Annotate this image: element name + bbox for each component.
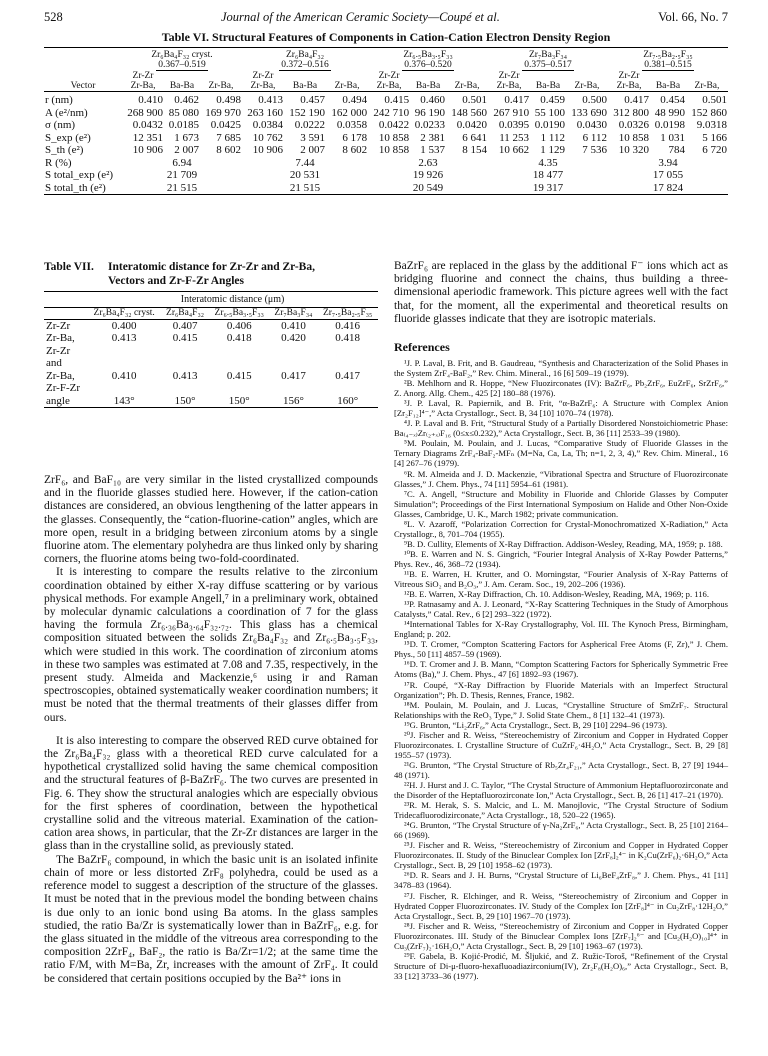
table6-cell: 48 990 xyxy=(654,106,685,119)
left-paragraph: It is interesting to compare the results relative to the zirconium coordination obtained by either X-ray diffuse scattering or by various physical methods. For example Angell,⁷ in a preliminary work, obtained by molecular dynamic calculations a coordination of 7 for the glass having the formula Zr₆.₃₆Ba₃.₆₄F₃₂.₇₂. This glass has a chemical composition situated between the solids Zr₆Ba₄F₃₂ and Zr₆.₅Ba₃.₅F₃₃, which were studied in this work. The coordination of zirconium atoms in these two samples was estimated at 7.08 and 7.35, respectively, in the present study. Almeida and Mackenzie,⁶ using ir and Raman spectroscopies, obtained systematically weaker coordination numbers; it must be noted that the thermal treatments of their glasses differ from ours. xyxy=(44,566,378,724)
table6-subheader-line: Zr-Ba, xyxy=(496,81,522,91)
two-column-body xyxy=(44,260,728,986)
table6-subheader xyxy=(650,71,686,92)
table7-cell: 0.415 xyxy=(226,369,252,382)
table6-summary-cell: 7.44 xyxy=(295,156,315,169)
table7-cell: 143° xyxy=(113,394,135,407)
table6-subheader-line: Zr-Zr xyxy=(618,71,640,81)
table7-caption xyxy=(44,260,378,288)
table6-subheader-line: Zr-Ba, xyxy=(250,81,276,91)
table6-summary-cell: 17 824 xyxy=(608,182,728,195)
table6-subheader-line: Zr-Ba, xyxy=(130,81,156,91)
table7-cell: 0.407 xyxy=(172,319,198,332)
reference-item: ²²H. J. Hurst and J. C. Taylor, “The Crystal Structure of Ammonium Heptafluorozirconate and the Disorder of the Heptafluorozirconate Ion,” Acta Crystallogr., Sect. B, 26 [1] 417–21 (1970). xyxy=(394,779,728,801)
table6-cell: 2 007 xyxy=(300,144,326,156)
references-list xyxy=(394,358,728,981)
table6-subheader-line: Zr-Ba, xyxy=(616,81,642,91)
table6-cell: 0.0190 xyxy=(534,119,565,131)
table7-row xyxy=(44,345,378,358)
table6-summary-cell: 20 531 xyxy=(289,169,321,181)
table7-cell xyxy=(209,382,270,395)
table6-cell: 0.0185 xyxy=(168,119,199,131)
table6-cell: 8 602 xyxy=(342,144,368,156)
table6-cell: 8 602 xyxy=(216,144,241,156)
table7-column-header: Zr₇.₅Ba₂.₅F₃₅ xyxy=(317,307,378,319)
table6-subheader-line: Zr-Ba, xyxy=(208,81,234,91)
table6-group-range: 0.376–0.520 xyxy=(404,60,452,70)
table6-cell: 7 536 xyxy=(582,144,607,156)
table6-cell: 7 685 xyxy=(216,131,241,144)
table6-cell: 0.415 xyxy=(384,94,410,106)
table7-cell: 0.413 xyxy=(172,369,198,382)
table6-cell: 0.501 xyxy=(462,94,488,106)
reference-item: ⁷C. A. Angell, “Structure and Mobility in Fluoride and Chloride Glasses by Computer Simulation”; Proceedings of the First International Symposium on Halide and Other Non-Oxide Glasses, Cambridge, U. K., March 1982; private communication. xyxy=(394,488,728,519)
table6-subheader xyxy=(200,71,242,92)
table6-summary-cell: 18 477 xyxy=(532,169,564,181)
table7-cell: 0.417 xyxy=(281,369,306,382)
table6-summary-row xyxy=(44,157,728,170)
reference-item: ¹³P. Ratnasamy and A. J. Leonard, “X-Ray Scattering Techniques in the Study of Amorphous Catalysts,” Catal. Rev., 6 [2] 293–322 (1972). xyxy=(394,599,728,620)
table7-row xyxy=(44,332,378,345)
table6-cell: 267 910 xyxy=(493,106,530,119)
table6-cell: 152 190 xyxy=(289,106,326,119)
table6-row-label: R (%) xyxy=(45,156,72,169)
table6-subheader xyxy=(122,71,164,92)
table6-subheader-line: Ba-Ba xyxy=(535,81,561,91)
table7-cell: 0.410 xyxy=(281,319,306,332)
table6-group-header xyxy=(488,48,608,72)
table7 xyxy=(44,291,378,408)
reference-item: ⁵M. Poulain, M. Poulain, and J. Lucas, “Comparative Study of Fluoride Glasses in the Ternary Diagrams ZrF₄-BaF₂-MFₙ (M=Na, Ca, La, Th; n=1, 2, 3, 4),” Rev. Chim. Mineral., 16 [4] 267–76 (1979). xyxy=(394,438,728,469)
table6-cell: 0.459 xyxy=(540,94,565,106)
table6-subheader-line: Zr-Zr xyxy=(378,71,400,81)
reference-item: ¹²B. E. Warren, X-Ray Diffraction, Ch. 10. Addison-Wesley, Reading, MA, 1969; p. 116. xyxy=(404,589,709,600)
table6-cell: 0.0422 xyxy=(378,119,410,131)
table7-cell: 160° xyxy=(337,394,359,407)
table6-group-row xyxy=(44,48,728,72)
table6-subheader-line: Ba-Ba xyxy=(415,81,441,91)
journal-title: Journal of the American Ceramic Society—Coupé et al. xyxy=(220,10,500,24)
reference-item: ¹⁷R. Coupé, “X-Ray Diffraction by Fluoride Materials with an Imperfect Structural Organization”; Ph. D. Thesis, Rennes, France, 1982. xyxy=(394,679,728,700)
table6-body xyxy=(44,92,728,195)
table7-row-label: Zr-Zr xyxy=(46,319,71,332)
table6-cell: 3 591 xyxy=(300,131,326,144)
table6-subheader-line: Zr-Ba, xyxy=(454,81,480,91)
table6-cell: 312 800 xyxy=(613,106,650,119)
reference-item: ²⁸J. Fischer and R. Weiss, “Stereochemistry of Zirconium and Copper in Hydrated Copper Fluorozirconates. III. Study of the Binuclear Complex Ions [ZrF₇]₂⁶⁻ and [Cu₂(H₂O)₁₀]⁴⁺ in Cu₃(ZrF₇)₂·16H₂O,” Acta Crystallogr., Sect. B, 29 [10] 1963–67 (1973). xyxy=(394,920,728,951)
table6-subheader xyxy=(368,71,410,92)
reference-item: ¹⁹G. Brunton, “Li₂ZrF₆,” Acta Crystallogr., Sect. B, 29 [10] 2294–96 (1973). xyxy=(404,719,668,730)
table6-cell: 9.0318 xyxy=(696,119,727,131)
reference-item: ⁹B. D. Cullity, Elements of X-Ray Diffraction. Addison-Wesley, Reading, MA, 1959; p. 188. xyxy=(404,538,723,549)
table6-cell: 242 710 xyxy=(373,106,410,119)
table7-cell xyxy=(87,382,161,395)
table6-vector-label: Vector xyxy=(70,81,96,91)
table6-summary-cell: 21 515 xyxy=(242,182,368,195)
table7-row xyxy=(44,357,378,370)
table7-row-label: Zr-Ba, xyxy=(46,332,75,344)
table6-caption: Table VI. Structural Features of Components in Cation-Cation Electron Density Region xyxy=(161,30,611,44)
table6-subheader-line: Zr-Zr xyxy=(132,71,154,81)
table6-summary-cell: 2.63 xyxy=(418,156,438,169)
table6-cell: 5 166 xyxy=(702,131,727,144)
table6-summary-row xyxy=(44,169,728,182)
reference-item: ²⁶D. R. Sears and J. H. Burns, “Crystal Structure of Li₆BeF₄ZrF₈,” J. Chem. Phys., 41 [11] 3478–83 (1964). xyxy=(394,870,728,891)
table7-cell xyxy=(209,345,270,358)
table6-cell: 0.410 xyxy=(138,94,164,106)
table6-cell: 11 253 xyxy=(499,131,530,144)
table6-subheader-line: Ba-Ba xyxy=(169,81,195,91)
table7-cell xyxy=(161,345,209,358)
left-paragraph: It is also interesting to compare the observed RED curve obtained for the Zr₆Ba₄F₃₂ glass with a theoretical RED curve calculated for a hypothetical crystallized solid having the same chemical composition and the structural features of β-BaZrF₆. The two curves are presented in Fig. 6. They show the structural analogies which are especially obvious for the first spheres of coordination, between the hypothetical crystalline solid and the vitreous material. Examination of the cation-cation area shows, in particular, that the Zr-Zr distances are larger in the glass than in the crystalline solid, as previously stated. xyxy=(44,734,378,853)
page-number: 528 xyxy=(44,10,63,24)
reference-item: ²⁵J. Fischer and R. Weiss, “Stereochemistry of Zirconium and Copper in Hydrated Copper Fluorozirconates. II. Study of the Binuclear Complex Ion [ZrF₈]₂⁴⁻ in K₂Cu(ZrF₆)₂·6H₂O,” Acta Crystallogr., Sect. B, 29 [10] 1958–62 (1973). xyxy=(394,840,728,871)
table6-cell: 12 351 xyxy=(132,131,164,144)
table7-cell xyxy=(270,357,318,370)
table6 xyxy=(44,47,728,195)
table6-cell: 8 154 xyxy=(462,144,488,156)
table7-column-header: Zr₇Ba₃F₃₄ xyxy=(270,307,318,319)
table6-cell: 6 720 xyxy=(702,144,727,156)
left-column-text xyxy=(44,474,378,986)
table7-row xyxy=(44,319,378,332)
table6-summary-cell: 19 926 xyxy=(412,169,444,181)
table6-row-label: S total_exp (e²) xyxy=(45,169,114,181)
table7-cell xyxy=(317,382,378,395)
table6-cell: 0.457 xyxy=(300,94,326,106)
table6-cell: 10 858 xyxy=(378,144,410,156)
table7-cell xyxy=(209,357,270,370)
table6-subheader xyxy=(566,71,608,92)
reference-item: ³J. P. Laval, R. Papiernik, and B. Frit, “α-BaZrF₆: A Structure with Complex Anion [Zr₂F₁₂]⁴⁻,” Acta Crystallogr., Sect. B, 34 [10] 1070–74 (1978). xyxy=(394,398,728,419)
table7-cell: 150° xyxy=(228,394,250,407)
table6-group-header xyxy=(368,48,488,72)
table7-row-label: Zr-F-Zr xyxy=(46,382,80,394)
table6-cell: 162 000 xyxy=(331,106,368,119)
table6-group-name: Zr₆.₅Ba₃.₅F₃₃ xyxy=(403,50,453,60)
table6-group-name: Zr₆Ba₄F₃₂ xyxy=(285,50,325,60)
reference-item: ²⁷J. Fischer, R. Elchinger, and R. Weiss, “Stereochemistry of Zirconium and Copper in Hydrated Copper Fluorozirconates. IV. Study of the Complex Ion [ZrF₈]⁴⁻ in Cu₂ZrF₈·12H₂O,” Acta Crystallogr., Sect. B, 29 [10] 1967–70 (1973). xyxy=(394,890,728,921)
reference-item: ²B. Mehlhorn and R. Hoppe, “New Fluozirconates (IV): BaZrF₆, Pb₂ZrF₆, EuZrF₆, SrZrF₆,” Z. Anorg. Allg. Chem., 425 [2] 180–88 (1976). xyxy=(394,378,728,399)
table7-cell: 0.418 xyxy=(335,332,361,344)
reference-item: ¹⁰B. E. Warren and N. S. Gingrich, “Fourier Integral Analysis of X-Ray Powder Patterns,” Phys. Rev., 46, 368–72 (1934). xyxy=(394,548,728,569)
left-paragraph: The BaZrF₆ compound, in which the basic unit is an isolated infinite chain of more or less distorted ZrF₈ polyhedra, could be used as a reference model to suggest a description of the structure of the glasses. It must be noted that in the previous model the bonding between chains is due only to an ionic bond using Ba atoms. In the glass samples studied, the ratio Ba/Zr is systematically lower than in BaZrF₆, e.g. for the glass situated in the middle of the vitreous area corresponding to the composition 2ZrF₄, BaF₂, the ratio is Ba/Zr=1/2; at the same time the ratio F/M, with M=Ba, Zr, increases with the amount of ZrF₄. It could be considered that certain positions occupied by the Ba²⁺ ions in xyxy=(44,853,378,985)
table6-subheader-line: Zr-Ba, xyxy=(574,81,600,91)
table6-cell: 0.417 xyxy=(624,94,650,106)
table6-cell: 10 906 xyxy=(252,144,283,156)
table7-cell: 156° xyxy=(282,394,304,407)
table7-top-header: Interatomic distance (μm) xyxy=(87,292,378,308)
table6-row-label: S_th (e²) xyxy=(45,144,84,156)
table6-cell: 0.454 xyxy=(660,94,685,106)
reference-item: ²⁹F. Gabela, B. Kojić-Prodić, M. Šljukić, and Z. Ružic-Toroš, “Refinement of the Crystal Structure of Di-μ-fluoro-hexafluoadiazirconium(IV), Zr₂F₈(H₂O)₆,” Acta Crystallogr., Sect. B, 33 [12] 3733–36 (1977). xyxy=(394,950,728,981)
table7-column-header: Zr₆Ba₄F₃₂ cryst. xyxy=(87,307,161,319)
table6-summary-cell: 21 515 xyxy=(122,182,242,195)
table6-summary-cell: 17 055 xyxy=(652,169,684,181)
table6-row xyxy=(44,119,728,132)
table6-cell: 0.494 xyxy=(342,94,368,106)
table6-cell: 2 381 xyxy=(420,131,445,144)
reference-item: ²³R. M. Herak, S. S. Malcic, and L. M. Manojlovic, “The Crystal Structure of Sodium Tridecafluorodizirconate,” Acta Crystallogr., 18, 520–22 (1965). xyxy=(394,800,728,821)
table7-body xyxy=(44,319,378,408)
table7-cell: 0.410 xyxy=(111,369,137,382)
table7-row-label: Zr-Ba, xyxy=(46,369,75,382)
table6-cell: 0.0432 xyxy=(132,119,164,131)
table6-subheader-line: Ba-Ba xyxy=(292,81,318,91)
table6-summary-cell: 6.94 xyxy=(172,156,192,169)
table6-subheader-line: Zr-Zr xyxy=(252,71,274,81)
table7-cell: 0.420 xyxy=(281,332,306,344)
table6-cell: 10 320 xyxy=(618,144,650,156)
right-column-paragraph: BaZrF₆ are replaced in the glass by the additional F⁻ ions which act as bridging fluorine and connect the chains, thus building a three-dimensional aperiodic framework. This picture agrees well with the fact that, for the moment, all the experimental and theoretical results on fluoride glasses indicate that they are isotropic materials. xyxy=(394,260,728,325)
table7-cell: 0.418 xyxy=(226,332,252,344)
table6-cell: 10 762 xyxy=(252,131,283,144)
table6-subheader xyxy=(164,71,200,92)
table6-cell: 96 190 xyxy=(414,106,445,119)
table7-cell xyxy=(270,345,318,358)
table7-cell xyxy=(87,345,161,358)
table7-cell xyxy=(161,382,209,395)
table6-summary-cell: 20 549 xyxy=(368,182,488,195)
reference-item: ⁶R. M. Almeida and J. D. Mackenzie, “Vibrational Spectra and Structure of Fluorozirconate Glasses,” J. Chem. Phys., 74 [11] 5954–61 (1981). xyxy=(394,468,728,489)
table6-row xyxy=(44,107,728,120)
table7-cell: 0.413 xyxy=(111,332,137,344)
reference-item: ⁴J. P. Laval and B. Frit, “Structural Study of a Partially Disordered Nonstoichiometric Phase: Ba₍₄₋ₓ₎Zr₍₂₊ₓ₎F₁₆ (0≤x≤0.232),” Acta Crystallogr., Sect. B, 36 [11] 2533–39 (1980). xyxy=(394,418,728,439)
volume-info: Vol. 66, No. 7 xyxy=(658,10,728,24)
table7-column-headers xyxy=(44,307,378,319)
table6-subheader xyxy=(530,71,566,92)
table6-cell: 0.460 xyxy=(420,94,445,106)
table7-row-label: angle xyxy=(46,394,70,407)
table6-cell: 0.0358 xyxy=(336,119,368,131)
table6-group-range: 0.375–0.517 xyxy=(524,60,572,70)
right-column xyxy=(394,260,728,986)
table6-subheader-line: Zr-Ba, xyxy=(334,81,360,91)
table6-row-label: r (nm) xyxy=(45,94,73,106)
table6-row xyxy=(44,144,728,157)
table6-group-name: Zr₇Ba₃F₃₄ xyxy=(528,50,568,60)
table6-cell: 133 690 xyxy=(571,106,607,119)
table6-cell: 2 007 xyxy=(174,144,199,156)
table7-row-label: Zr-Zr xyxy=(46,344,71,357)
table6-cell: 1 673 xyxy=(174,131,199,144)
table6-subheader-line: Zr-Ba, xyxy=(376,81,402,91)
table6-cell: 1 112 xyxy=(540,131,565,144)
table6-cell: 0.0198 xyxy=(654,119,685,131)
table6-subheader xyxy=(686,71,728,92)
table7-cell: 0.406 xyxy=(226,319,252,332)
table6-cell: 148 560 xyxy=(451,106,488,119)
table7-column-header: Zr₆Ba₄F₃₂ xyxy=(161,307,209,319)
table6-subheader xyxy=(488,71,530,92)
table6-group-range: 0.381–0.515 xyxy=(644,60,692,70)
table6-cell: 0.0233 xyxy=(414,119,445,131)
table6-subheader xyxy=(242,71,284,92)
table6-cell: 1 129 xyxy=(540,144,565,156)
table6-row-label: σ (nm) xyxy=(45,119,76,131)
journal-page xyxy=(44,10,728,985)
table6-subheader xyxy=(326,71,368,92)
table6-row-label: S total_th (e²) xyxy=(44,182,122,195)
table7-cell: 0.417 xyxy=(335,369,361,382)
table7-cell xyxy=(317,357,378,370)
left-paragraph: ZrF₆, and BaF₁₀ are very similar in the listed crystallized compounds and in the fluoride glasses studied here. However, if the cation-cation distances are considered, an obvious lengthening of the latter appears in the glasses. Consequently, the “cation-fluorine-cation” angles, which are more open, result in a bridging between zirconium atoms by a single fluorine atom. The elementary polyhedra are thus linked only by sharing corners, the fluorine atoms being two-fold-coordinated. xyxy=(44,474,378,566)
reference-item: ¹⁴International Tables for X-Ray Crystallography, Vol. III. The Kynoch Press, Birmingham, England; p. 202. xyxy=(394,619,728,640)
reference-item: ⁸L. V. Azaroff, “Polarization Correction for Crystal-Monochromatized X-Radiation,” Acta Crystallogr., 8, 701–704 (1955). xyxy=(394,518,728,539)
table6-summary-cell: 4.35 xyxy=(538,156,558,169)
reference-item: ¹¹B. E. Warren, H. Krutter, and O. Morningstar, “Fourier Analysis of X-Ray Patterns of Vitreous SiO₂ and B₂O₃,” J. Am. Ceram. Soc., 19, 202–206 (1936). xyxy=(394,569,728,590)
table7-cell: 0.400 xyxy=(111,319,137,332)
table6-subheader xyxy=(608,71,650,92)
reference-item: ¹⁵D. T. Cromer, “Compton Scattering Factors for Aspherical Free Atoms (F, Zr),” J. Chem. Phys., 50 [11] 4857–59 (1969). xyxy=(394,639,728,660)
running-header xyxy=(44,10,728,28)
table6-group-header xyxy=(122,48,242,72)
table6-cell: 0.500 xyxy=(582,94,607,106)
table6-cell: 6 112 xyxy=(582,131,607,144)
table6-subheader-line: Ba-Ba xyxy=(655,81,681,91)
table6-cell: 10 906 xyxy=(132,144,164,156)
table6-cell: 0.417 xyxy=(504,94,530,106)
table6-row-label: S_exp (e²) xyxy=(45,131,91,144)
table7-cell: 0.416 xyxy=(335,319,361,332)
reference-item: ¹J. P. Laval, B. Frit, and B. Gaudreau, “Synthesis and Characterization of the Solid Phases in the System ZrF₄-BaF₂,” Rev. Chim. Mineral., 16 [6] 509–19 (1979). xyxy=(394,358,728,379)
table7-cell xyxy=(270,382,318,395)
table6-cell: 10 858 xyxy=(618,131,650,144)
table7-cell xyxy=(87,357,161,370)
table6-subheader xyxy=(284,71,326,92)
left-column xyxy=(44,260,378,986)
table6-subheader-row xyxy=(44,71,728,92)
reference-item: ²⁰J. Fischer and R. Weiss, “Stereochemistry of Zirconium and Copper in Hydrated Copper Fluorozirconates. I. Crystalline Structure of CuZrF₆·4H₂O,” Acta Crystallogr., Sect. B, 29 [8] 1955–57 (1973). xyxy=(394,729,728,760)
table6-summary-row xyxy=(44,182,728,195)
table6-cell: 784 xyxy=(668,144,685,156)
table7-title-line2: Vectors and Zr-F-Zr Angles xyxy=(108,275,244,287)
table7-column-header: Zr₆.₅Ba₃.₅F₃₃ xyxy=(209,307,270,319)
table6-cell: 263 160 xyxy=(247,106,283,119)
reference-item: ¹⁸M. Poulain, M. Poulain, and J. Lucas, “Crystalline Structure of SmZrF₇. Structural Relationships with the ReO₃ Type,” J. Solid State Chem., 8 [1] 132–41 (1973). xyxy=(394,699,728,720)
table6-cell: 6 641 xyxy=(462,131,488,144)
table7-row xyxy=(44,382,378,395)
table6-cell: 0.0222 xyxy=(294,119,326,131)
table6-row xyxy=(44,92,728,107)
table6-cell: 10 858 xyxy=(378,131,410,144)
table6-cell: 85 080 xyxy=(168,106,199,119)
table6-summary-cell: 21 709 xyxy=(166,169,198,181)
table6-cell: 0.0326 xyxy=(618,119,650,131)
table6-subheader xyxy=(446,71,488,92)
table7-title-line1: Interatomic distance for Zr-Zr and Zr-Ba, xyxy=(108,261,315,273)
table7-row xyxy=(44,370,378,383)
table7-row-label: and xyxy=(46,357,62,369)
table6-cell: 0.462 xyxy=(174,94,199,106)
table6-summary-cell: 3.94 xyxy=(658,156,678,169)
table6-cell: 0.413 xyxy=(258,94,283,106)
table7-corner xyxy=(44,307,87,319)
table7-row xyxy=(44,395,378,408)
table6-corner xyxy=(44,48,122,72)
reference-item: ²¹G. Brunton, “The Crystal Structure of Rb₅Zr₄F₂₁,” Acta Crystallogr., Sect. B, 27 [9] 1944–48 (1971). xyxy=(394,759,728,780)
table6-cell: 152 860 xyxy=(691,106,727,119)
table6-cell: 0.0384 xyxy=(252,119,283,131)
table7-label: Table VII. xyxy=(44,261,94,273)
table6-subheader-line: Zr-Ba, xyxy=(694,81,720,91)
table6-cell: 10 662 xyxy=(498,144,530,156)
table6-group-header xyxy=(242,48,368,72)
table6-cell: 0.501 xyxy=(702,94,727,106)
table6-cell: 6 178 xyxy=(342,131,368,144)
table7-cell: 0.415 xyxy=(172,332,198,344)
references-heading: References xyxy=(394,340,450,355)
table6-cell: 0.0420 xyxy=(456,119,488,131)
table6-row-label: A (e²/nm) xyxy=(45,106,88,119)
table7-cell: 150° xyxy=(174,394,196,407)
table6-cell: 55 100 xyxy=(534,106,565,119)
table6-cell: 1 537 xyxy=(420,144,445,156)
table6-group-header xyxy=(608,48,728,72)
table6-subheader-line: Zr-Zr xyxy=(498,71,520,81)
table6-cell: 268 900 xyxy=(127,106,164,119)
table6-group-range: 0.372–0.516 xyxy=(281,60,329,70)
reference-item: ²⁴G. Brunton, “The Crystal Structure of γ-Na₂ZrF₆,” Acta Crystallogr., Sect. B, 25 [10] 2164–66 (1969). xyxy=(394,820,728,841)
table6-group-name: Zr₆Ba₄F₃₂ cryst. xyxy=(151,50,213,60)
table7-cell xyxy=(317,345,378,358)
table7-cell xyxy=(161,357,209,370)
table6-cell: 169 970 xyxy=(205,106,241,119)
table6-subheader xyxy=(410,71,446,92)
table6-cell: 1 031 xyxy=(660,131,685,144)
reference-item: ¹⁶D. T. Cromer and J. B. Mann, “Compton Scattering Factors for Spherically Symmetric Free Atoms (Ba),” J. Chem. Phys., 47 [6] 1892–93 (1967). xyxy=(394,659,728,680)
table6-cell: 0.498 xyxy=(216,94,241,106)
table6-cell: 0.0425 xyxy=(210,119,241,131)
table6-cell: 0.0430 xyxy=(576,119,607,131)
table6-row xyxy=(44,132,728,145)
table6-cell: 0.0395 xyxy=(498,119,530,131)
table6-summary-cell: 19 317 xyxy=(488,182,608,195)
table6-group-name: Zr₇.₅Ba₂.₅F₃₅ xyxy=(643,50,693,60)
table6-group-range: 0.367–0.519 xyxy=(158,60,206,70)
